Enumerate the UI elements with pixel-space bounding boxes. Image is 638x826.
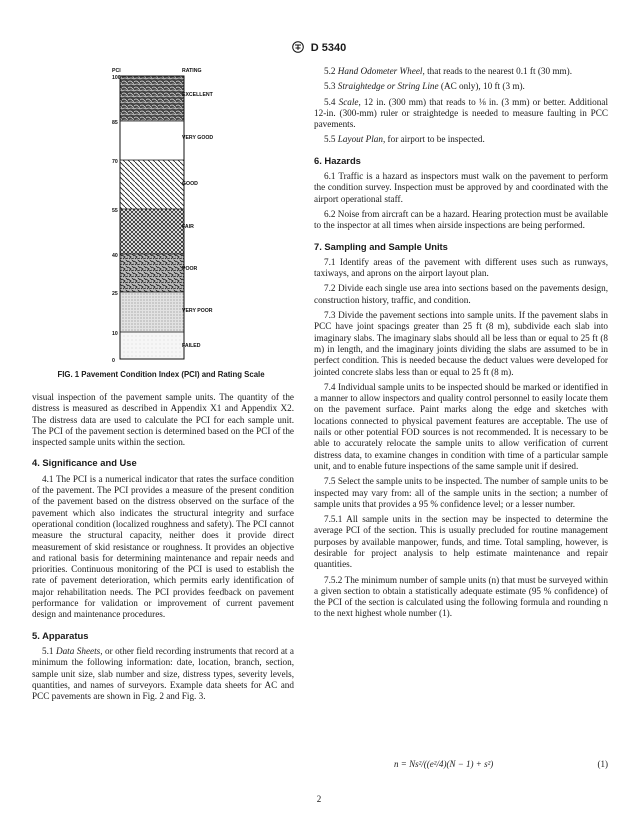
- section-5-heading: 5. Apparatus: [32, 629, 89, 641]
- band-good: [120, 160, 184, 209]
- section-7-heading: 7. Sampling and Sample Units: [314, 240, 448, 252]
- paragraph-5-2: 5.2 Hand Odometer Wheel, that reads to the nearest 0.1 ft (30 mm).: [324, 66, 573, 76]
- pci-axis-label: PCI: [112, 68, 121, 74]
- left-column: [32, 392, 294, 702]
- rating-good: GOOD: [182, 181, 198, 187]
- section-6-heading: 6. Hazards: [314, 154, 361, 166]
- right-column: [314, 66, 608, 620]
- paragraph-7-5-1: 7.5.1 All sample units in the section may be inspected to determine the average PCI of the section. This is usually precluded for routine management purposes by available manpower, funds, and time. Total sampling, however, is desirable for project analysis to help estimate maintenance and repair quantities.: [314, 514, 608, 570]
- band-poor: [120, 254, 184, 292]
- paragraph-7-3: 7.3 Divide the pavement sections into sample units. If the pavement slabs in PCC have joint spacings greater than 25 ft (8 m), subdivide each slab into imaginary slabs. The imaginary slabs should all be less than or equal to 25 ft (8 m) in length, and the imaginary joints dividing the slabs are assumed to be in perfect condition. This is needed because the deduct values were developed for jointed concrete slabs less than or equal to 25 ft (8 m).: [314, 310, 608, 377]
- paragraph-5-4: 5.4 Scale, 12 in. (300 mm) that reads to ⅛ in. (3 mm) or better. Additional 12-in. (300-mm) ruler or straightedge is needed to measure faulting in PCC pavements.: [314, 96, 609, 130]
- section-4-heading: 4. Significance and Use: [32, 457, 137, 469]
- paragraph-5-1: 5.1 Data Sheets, or other field recording instruments that record at a minimum the following information: date, location, branch, section, sample unit size, slab number and size, distress types, severity levels, quantities, and names of surveyors. Example data sheets for AC and PCC pavements are shown in Fig. 2 and Fig. 3.: [32, 645, 295, 702]
- tick-85: 85: [112, 120, 118, 126]
- paragraph-7-1: 7.1 Identify areas of the pavement with different uses such as runways, taxiways, and aprons on the airport layout plan.: [314, 256, 608, 279]
- document-id: D 5340: [310, 42, 347, 54]
- tick-10: 10: [112, 331, 118, 337]
- astm-logo-icon: [292, 41, 304, 53]
- band-very-poor: [120, 292, 184, 332]
- rating-very-poor: VERY POOR: [182, 308, 213, 314]
- tick-0: 0: [112, 358, 115, 364]
- tick-70: 70: [112, 159, 118, 165]
- paragraph-7-5: 7.5 Select the sample units to be inspected. The number of sample units to be inspected may vary from: all of the sample units in the section; a number of sample units that provides a 95 % confidence level; or a lesser number.: [314, 476, 608, 509]
- paragraph-7-2: 7.2 Divide each single use area into sections based on the pavements design, construction history, traffic, and condition.: [314, 283, 608, 305]
- page-header: [0, 41, 638, 54]
- paragraph-5-3: 5.3 Straightedge or String Line (AC only), 10 ft (3 m).: [324, 81, 525, 92]
- rating-very-good: VERY GOOD: [182, 135, 214, 141]
- rating-poor: POOR: [182, 266, 198, 272]
- equation-number: (1): [597, 759, 608, 769]
- rating-excellent: EXCELLENT: [182, 92, 213, 98]
- pci-rating-scale-figure: [110, 62, 240, 367]
- figure-caption: FIG. 1 Pavement Condition Index (PCI) and Rating Scale: [57, 370, 265, 379]
- page-number: 2: [316, 794, 322, 804]
- band-very-good: [120, 121, 184, 160]
- paragraph-7-4: 7.4 Individual sample units to be inspected should be marked or identified in a manner to allow inspectors and quality control personnel to easily locate them on the pavement surface. Paint marks along the edge and sketches with locations connected to physical pavement features are acceptable. The use of nails or other potential FOD sources is not recommended. It is necessary to be able to accurately relocate the sample units to allow verification of current distress data, to examine changes in condition with time of a particular sample unit, and to enable future inspections of the same sample unit if desired.: [314, 381, 608, 471]
- band-failed: [120, 332, 184, 359]
- rating-failed: FAILED: [182, 343, 201, 349]
- tick-25: 25: [112, 291, 118, 297]
- paragraph-6-1: 6.1 Traffic is a hazard as inspectors must walk on the pavement to perform the condition survey. Inspection must be approved by and coordinated with the airport operational staff.: [314, 171, 608, 204]
- paragraph-5-5: 5.5 Layout Plan, for airport to be inspected.: [324, 134, 485, 145]
- paragraph-continued: visual inspection of the pavement sample units. The quantity of the distress is measured as described in Appendix X1 and Appendix X2. The distress data are used to calculate the PCI for each sample unit. The PCI of the pavement section is determined based on the PCI of the inspected sample units within the section.: [32, 392, 294, 448]
- tick-40: 40: [112, 253, 118, 259]
- band-fair: [120, 209, 184, 254]
- rating-axis-label: RATING: [182, 68, 202, 74]
- tick-100: 100: [112, 75, 121, 81]
- rating-fair: FAIR: [182, 224, 194, 230]
- paragraph-6-2: 6.2 Noise from aircraft can be a hazard. Hearing protection must be available to the inspector at all times when airside inspections are being performed.: [314, 208, 608, 231]
- equation-formula: n = Ns²/((e²/4)(N − 1) + s²): [394, 759, 494, 769]
- paragraph-7-5-2: 7.5.2 The minimum number of sample units (n) that must be surveyed within a given section to obtain a statistically adequate estimate (95 % confidence) of the PCI of the section is calculated using the following formula and rounding n to the next highest whole number (1).: [314, 574, 608, 619]
- band-excellent: [120, 76, 184, 121]
- paragraph-4-1: 4.1 The PCI is a numerical indicator that rates the surface condition of the pavement. The PCI provides a measure of the present condition of the pavement based on the distress observed on the surface of the pavement which also indicates the structural integrity and surface operational condition (localized roughness and safety). The PCI cannot measure the structural capacity, neither does it provide direct measurement of skid resistance or roughness. It provides an objective and rational basis for determining maintenance and repair needs and priorities. Continuous monitoring of the PCI is used to establish the rate of pavement deterioration, which permits early identification of major rehabilitation needs. The PCI provides feedback on pavement performance for validation or improvement of current pavement design and maintenance procedures.: [32, 473, 294, 620]
- tick-55: 55: [112, 208, 118, 214]
